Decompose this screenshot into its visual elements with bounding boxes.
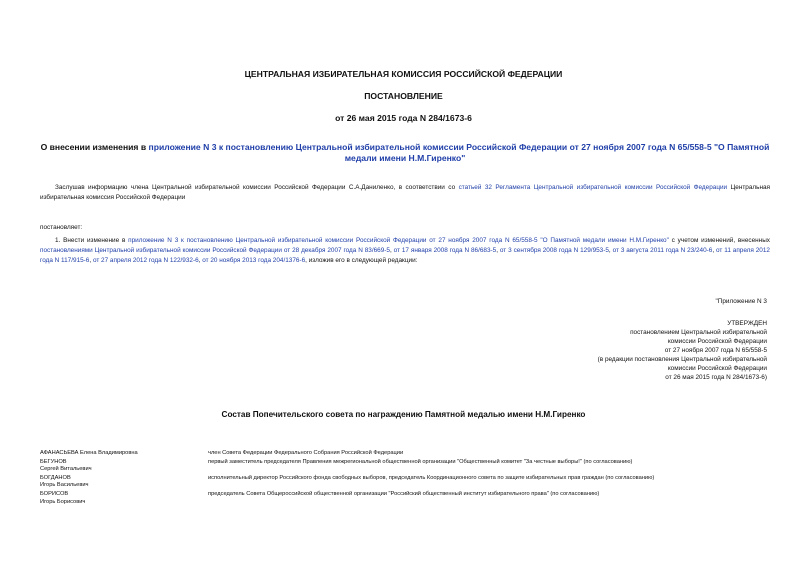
member-role: первый заместитель председателя Правления межрегиональной общественной организации "Общественный комитет "За честные выборы!" (по согласованию) xyxy=(208,458,633,465)
member-name-cell xyxy=(40,450,208,459)
item1-link-2008-sep[interactable]: от 3 сентября 2008 года N 129/953-5 xyxy=(499,247,609,254)
member-surname: АФАНАСЬЕВА Елена Владимировна xyxy=(40,450,138,456)
resolves-text: постановляет: xyxy=(40,224,83,231)
member-name-cell xyxy=(40,475,208,491)
item1-link-resolution-2007[interactable]: постановлениями Центральной избирательной комиссии Российской Федерации от 28 декабря 2007 года N 83/669-5 xyxy=(40,247,390,254)
member-given-name: Игорь Борисович xyxy=(40,498,86,505)
approval-line: комиссии Российской Федерации xyxy=(667,365,767,372)
item1-sep: , xyxy=(496,247,500,254)
member-given-name: Сергей Витальевич xyxy=(40,466,92,473)
section-title: Состав Попечительского совета по награждению Памятной медалью имени Н.М.Гиренко xyxy=(221,410,586,419)
member-given-name: Игорь Васильевич xyxy=(40,482,89,489)
preamble-text-2: Центральная избирательная комиссия Российской Федерации xyxy=(40,184,770,201)
subject-prefix: О внесении изменения в xyxy=(40,142,149,152)
approval-line: комиссии Российской Федерации xyxy=(667,338,767,345)
item1-link-2012-apr-11[interactable]: от 11 апреля 2012 года N 117/915-6 xyxy=(40,247,770,264)
date-number-heading: от 26 мая 2015 года N 284/1673-6 xyxy=(335,113,472,123)
subject-title xyxy=(40,142,770,164)
approval-line: от 27 ноября 2007 года N 65/558-5 xyxy=(664,347,767,354)
item1-link-2013-nov[interactable]: от 20 ноября 2013 года 204/1376-6 xyxy=(202,257,306,264)
item1-sep: , xyxy=(712,247,716,254)
item1-text-end: , изложив его в следующей редакции: xyxy=(305,257,418,264)
approval-block xyxy=(598,328,767,382)
preamble-paragraph xyxy=(40,183,770,203)
preamble-link[interactable]: статьей 32 Регламента Центральной избирательной комиссии Российской Федерации xyxy=(458,184,728,191)
item1-text-1: 1. Внести изменение в xyxy=(55,237,129,244)
item1-link-2008-jan[interactable]: от 17 января 2008 года N 86/683-5 xyxy=(393,247,497,254)
doc-type-heading: ПОСТАНОВЛЕНИЕ xyxy=(364,91,443,101)
member-surname: БОГДАНОВ xyxy=(40,474,71,481)
appendix-label: "Приложение N 3 xyxy=(715,298,767,305)
preamble-text-1: Заслушав информацию члена Центральной избирательной комиссии Российской Федерации С.А.Даниленко, в соответствии со xyxy=(55,184,459,191)
approval-line: от 26 мая 2015 года N 284/1673-6) xyxy=(665,374,767,381)
item1-sep: , xyxy=(608,247,613,254)
member-name-cell xyxy=(40,491,208,507)
approved-label: УТВЕРЖДЕН xyxy=(727,320,767,327)
item1-link-appendix[interactable]: приложение N 3 к постановлению Центральной избирательной комиссии Российской Федерации от 27 ноября 2007 года N 65/558-5 "О Памятной медали имени Н.М.Гиренко" xyxy=(128,237,669,244)
members-table xyxy=(40,450,770,507)
table-row xyxy=(40,475,770,491)
approval-line: (в редакции постановления Центральной избирательной xyxy=(597,356,767,363)
table-row xyxy=(40,450,770,459)
member-role: председатель Совета Общероссийской общественной организации "Российский общественный институт избирательного права" (по согласованию) xyxy=(208,490,600,497)
member-role: член Совета Федерации Федерального Собрания Российской Федерации xyxy=(208,450,404,456)
subject-link[interactable]: приложение N 3 к постановлению Центральной избирательной комиссии Российской Федерации от 27 ноября 2007 года N 65/558-5 "О Памятной медали имени Н.М.Гиренко" xyxy=(148,142,770,163)
member-name-cell xyxy=(40,459,208,475)
table-row xyxy=(40,491,770,507)
approval-line: постановлением Центральной избирательной xyxy=(630,329,767,336)
table-row xyxy=(40,459,770,475)
item1-text-2: с учетом изменений, внесенных xyxy=(668,237,770,244)
item-1-paragraph xyxy=(40,236,770,266)
member-role: исполнительный директор Российского фонда свободных выборов, председатель Координационного совета по защите избирательных прав граждан (по согласованию) xyxy=(208,474,655,481)
member-surname: БЕГУНОВ xyxy=(40,458,67,465)
item1-link-2012-apr-27[interactable]: от 27 апреля 2012 года N 122/932-6 xyxy=(92,257,199,264)
org-heading: ЦЕНТРАЛЬНАЯ ИЗБИРАТЕЛЬНАЯ КОМИССИЯ РОССИЙСКОЙ ФЕДЕРАЦИИ xyxy=(244,69,563,79)
item1-link-2011-aug[interactable]: от 3 августа 2011 года N 23/240-6 xyxy=(612,247,713,254)
item1-sep: , xyxy=(198,257,203,264)
item1-sep: , xyxy=(389,247,394,254)
member-surname: БОРИСОВ xyxy=(40,490,69,497)
item1-sep: , xyxy=(89,257,93,264)
